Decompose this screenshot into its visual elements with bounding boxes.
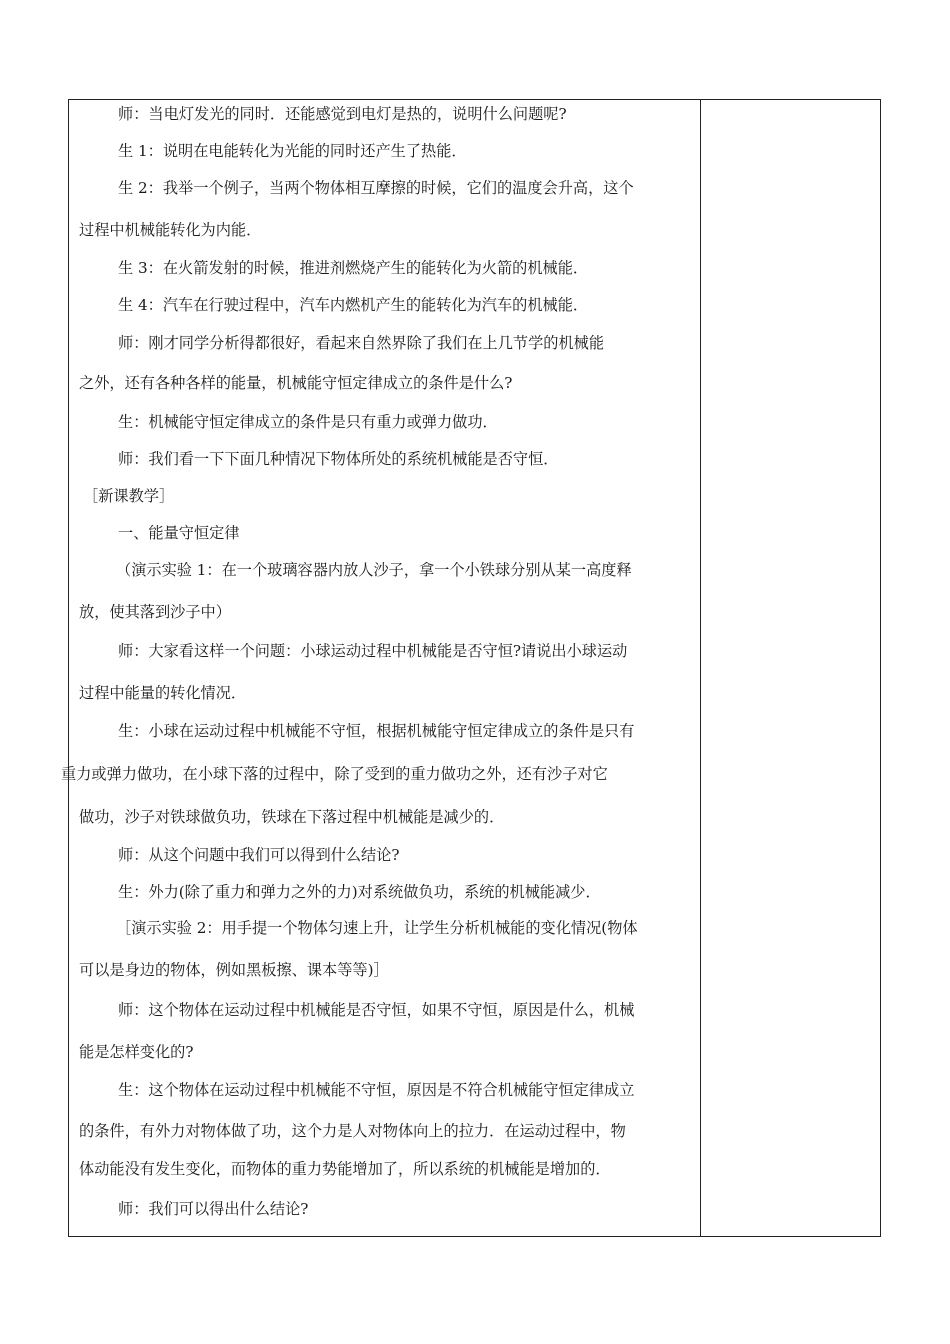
dialogue-line: 师：大家看这样一个问题：小球运动过程中机械能是否守恒?请说出小球运动 xyxy=(118,642,628,660)
dialogue-line: 生：机械能守恒定律成立的条件是只有重力或弹力做功． xyxy=(118,413,498,431)
dialogue-line: ［演示实验 2：用手提一个物体匀速上升，让学生分析机械能的变化情况(物体 xyxy=(116,919,638,937)
dialogue-line: 过程中机械能转化为内能． xyxy=(79,221,262,239)
dialogue-line: 可以是身边的物体，例如黑板擦、课本等等)］ xyxy=(79,961,389,979)
dialogue-line: 重力或弹力做功，在小球下落的过程中，除了受到的重力做功之外，还有沙子对它 xyxy=(61,765,608,783)
dialogue-line: 师：这个物体在运动过程中机械能是否守恒，如果不守恒，原因是什么，机械 xyxy=(118,1001,635,1019)
dialogue-line: （演示实验 1：在一个玻璃容器内放人沙子，拿一个小铁球分别从某一高度释 xyxy=(116,561,632,579)
dialogue-line: 能是怎样变化的? xyxy=(79,1043,194,1061)
lesson-content xyxy=(61,100,699,1236)
dialogue-line: 生 2：我举一个例子，当两个物体相互摩擦的时候，它们的温度会升高，这个 xyxy=(118,179,634,197)
dialogue-line: 生 1：说明在电能转化为光能的同时还产生了热能． xyxy=(118,142,467,160)
dialogue-line: 放，使其落到沙子中） xyxy=(79,603,231,621)
dialogue-line: 师：我们可以得出什么结论? xyxy=(118,1200,309,1218)
dialogue-line: 生 3：在火箭发射的时候，推进剂燃烧产生的能转化为火箭的机械能． xyxy=(118,259,589,277)
dialogue-line: 师：从这个问题中我们可以得到什么结论? xyxy=(118,846,400,864)
dialogue-line: 师：刚才同学分析得都很好，看起来自然界除了我们在上几节学的机械能 xyxy=(118,334,604,352)
dialogue-line: 的条件，有外力对物体做了功，这个力是人对物体向上的拉力．在运动过程中，物 xyxy=(79,1122,626,1140)
dialogue-line: 做功，沙子对铁球做负功，铁球在下落过程中机械能是减少的． xyxy=(79,808,505,826)
dialogue-line: 过程中能量的转化情况． xyxy=(79,684,247,702)
section-heading: ［新课教学］ xyxy=(83,487,175,505)
dialogue-line: 之外，还有各种各样的能量，机械能守恒定律成立的条件是什么? xyxy=(79,374,513,392)
dialogue-line: 生：小球在运动过程中机械能不守恒，根据机械能守恒定律成立的条件是只有 xyxy=(118,722,635,740)
dialogue-line: 师：我们看一下下面几种情况下物体所处的系统机械能是否守恒． xyxy=(118,450,559,468)
dialogue-line: 师：当电灯发光的同时．还能感觉到电灯是热的，说明什么问题呢? xyxy=(118,105,567,123)
section-heading: 一、能量守恒定律 xyxy=(118,524,240,542)
dialogue-line: 生：外力(除了重力和弹力之外的力)对系统做负功，系统的机械能减少． xyxy=(118,883,601,901)
dialogue-line: 体动能没有发生变化，而物体的重力势能增加了，所以系统的机械能是增加的． xyxy=(79,1160,611,1178)
dialogue-line: 生 4：汽车在行驶过程中，汽车内燃机产生的能转化为汽车的机械能． xyxy=(118,296,589,314)
notes-column xyxy=(701,100,880,1236)
dialogue-line: 生：这个物体在运动过程中机械能不守恒，原因是不符合机械能守恒定律成立 xyxy=(118,1081,635,1099)
